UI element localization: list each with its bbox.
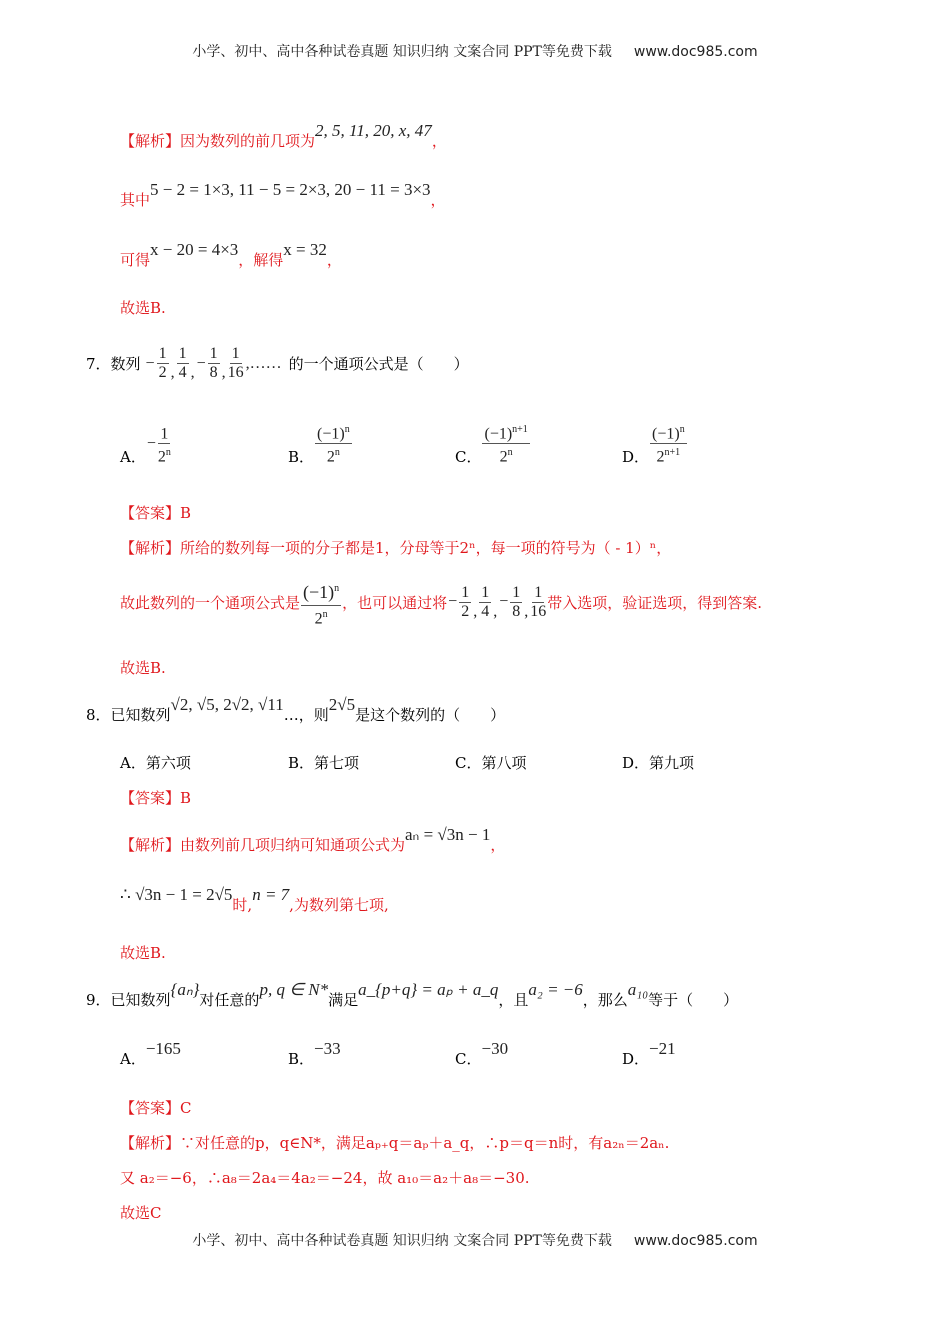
option-label: C． (455, 1050, 482, 1068)
q7-choose: 故选B. (120, 659, 166, 677)
option-text: 第九项 (649, 754, 695, 772)
denominator: 4 (178, 364, 187, 381)
q6-analysis-line1 (120, 120, 447, 151)
math: {aₙ} (170, 979, 200, 999)
option-text: 第八项 (481, 754, 527, 772)
text: ,为数列第七项, (289, 896, 389, 914)
minus-sign: − (448, 593, 458, 611)
text: ，且 (498, 991, 529, 1009)
math-sequence: √2, √5, 2√2, √11 (170, 694, 284, 714)
denominator: 2 (157, 448, 166, 466)
punct: ， (326, 251, 342, 269)
numerator: 1 (231, 345, 240, 362)
option-text: −165 (145, 1038, 181, 1058)
q9-choose: 故选C (120, 1204, 162, 1222)
page-footer (0, 1230, 950, 1250)
text: 其中 (120, 191, 151, 209)
fraction (459, 584, 471, 621)
option-text: 第七项 (314, 754, 360, 772)
math-sequence: 2, 5, 11, 20, x, 47 (315, 120, 432, 140)
option-label: B． (288, 448, 315, 466)
q7-sequence: − $\frac{1}{2}$ , $\frac{1}{4}$ , − $\frac{1}{8}$ , $\frac{1}{16}$ (145, 345, 244, 381)
punct: ， (430, 191, 446, 209)
fraction (482, 421, 529, 467)
q9-option-a[interactable] (120, 1038, 181, 1069)
question-number: 7．数列 (86, 355, 141, 373)
q8-analysis-line2 (120, 884, 389, 915)
q9-analysis-line2: 又 a₂＝−6，∴a₈＝2a₄＝4a₂＝−24，故 a₁₀＝a₂＋a₈＝−30. (120, 1169, 530, 1187)
denominator-exponent: n+1 (664, 447, 681, 458)
numerator: 1 (512, 583, 521, 601)
q9-option-c[interactable] (455, 1038, 509, 1069)
numerator: (−1) (652, 425, 680, 442)
option-text: −33 (314, 1038, 341, 1058)
q7-option-a[interactable] (120, 420, 172, 467)
fraction (158, 421, 171, 467)
minus-sign: − (196, 354, 206, 372)
punct: ， (431, 132, 447, 150)
denominator: 4 (481, 602, 490, 620)
numerator: (−1) (484, 425, 513, 442)
option-label: C． (455, 754, 482, 772)
numerator: 1 (160, 425, 169, 442)
text: ，那么 (582, 991, 628, 1009)
option-label: D． (622, 1050, 650, 1068)
punct: ， (490, 836, 506, 854)
q8-choose: 故选B. (120, 944, 166, 962)
fraction (177, 345, 189, 382)
math: a₂ = −6 (528, 979, 583, 999)
denominator: 8 (512, 602, 521, 620)
option-label: D． (622, 448, 650, 466)
q9-option-d[interactable] (622, 1038, 676, 1069)
q7-analysis-line2 (120, 576, 762, 628)
fraction (157, 345, 169, 382)
numerator: (−1) (317, 425, 345, 442)
numerator: 1 (481, 583, 490, 601)
q8-option-c[interactable] (455, 752, 527, 773)
option-label: B． (288, 754, 315, 772)
option-text: 第六项 (145, 754, 191, 772)
numerator: 1 (178, 345, 187, 362)
option-label: A． (120, 754, 146, 772)
question-number: 9．已知数列 (86, 991, 171, 1009)
text: ，也可以通过将 (342, 593, 448, 612)
denominator: 2 (499, 448, 508, 466)
question-tail: 的一个通项公式是（ ） (288, 355, 469, 373)
footer-text: 小学、初中、高中各种试卷真题 知识归纳 文案合同 PPT等免费下载 (192, 1233, 612, 1249)
q7-option-c[interactable] (455, 420, 531, 467)
text: …，则 (283, 706, 329, 724)
math: a_{p+q} = aₚ + a_q (358, 979, 499, 999)
option-label: B． (288, 1050, 315, 1068)
fraction (479, 584, 491, 621)
fraction (208, 345, 220, 382)
denominator-exponent: n (507, 447, 513, 458)
q6-analysis-line2 (120, 179, 446, 210)
option-label: A． (120, 448, 146, 466)
q6-analysis-line3 (120, 239, 342, 270)
math-solution: n = 7 (252, 884, 290, 904)
q9-stem (86, 979, 739, 1010)
q9-analysis-line1: 【解析】∵对任意的p，q∈N*，满足aₚ₊q＝aₚ＋a_q，∴p＝q＝n时，有a₂ₙ＝2aₙ. (120, 1134, 670, 1152)
math-equation: ∴ √3n − 1 = 2√5 (120, 884, 233, 904)
q9-answer: 【答案】C (120, 1099, 192, 1117)
header-url[interactable]: www.doc985.com (633, 44, 758, 60)
denominator-exponent: n (334, 447, 340, 458)
minus-sign: − (145, 354, 155, 372)
option-text: −30 (481, 1038, 509, 1058)
minus-sign: − (499, 593, 509, 611)
fraction (650, 421, 687, 467)
math: a₁₀ (627, 979, 649, 999)
header-text: 小学、初中、高中各种试卷真题 知识归纳 文案合同 PPT等免费下载 (192, 44, 612, 60)
denominator-exponent: n (165, 447, 171, 458)
denominator: 16 (530, 602, 547, 620)
numerator: 1 (209, 345, 218, 362)
denominator: 2 (326, 448, 335, 466)
numerator-exponent: n (344, 423, 350, 435)
math-solution: x = 32 (283, 239, 327, 259)
q8-answer: 【答案】B (120, 789, 192, 807)
q7-analysis-line1: 【解析】所给的数列每一项的分子都是1，分母等于2ⁿ，每一项的符号为（ - 1）ⁿ， (120, 539, 672, 557)
q6-choose: 故选B. (120, 299, 166, 317)
numerator: 1 (534, 583, 543, 601)
text: 满足 (328, 991, 359, 1009)
text: 故此数列的一个通项公式是 (120, 593, 301, 612)
fraction (530, 584, 546, 621)
denominator: 2 (158, 364, 167, 381)
denominator: 2 (656, 448, 665, 466)
denominator: 2 (461, 602, 470, 620)
fraction (315, 421, 352, 467)
question-number: 8．已知数列 (86, 706, 171, 724)
q8-option-d[interactable] (622, 752, 694, 773)
text: 【解析】由数列前几项归纳可知通项公式为 (120, 836, 406, 854)
option-label: D． (622, 754, 650, 772)
q7-sequence-copy: − $\frac{1}{2}$ , $\frac{1}{4}$ , − $\frac{1}{8}$ , $\frac{1}{16}$ (448, 583, 547, 620)
q8-analysis-line1 (120, 824, 506, 855)
page-header (0, 41, 950, 61)
fraction: $(-1)^n$ 2$^n$ (301, 576, 341, 628)
q9-option-b[interactable] (288, 1038, 341, 1069)
fraction (510, 584, 522, 621)
text: 等于（ ） (648, 991, 739, 1009)
math-formula: aₙ = √3n − 1 (405, 824, 491, 844)
numerator: 1 (158, 345, 167, 362)
q7-stem (86, 345, 469, 382)
text: 时, (232, 896, 253, 914)
numerator-exponent: n+1 (512, 423, 528, 435)
denominator: 8 (209, 364, 218, 381)
q8-option-a[interactable] (120, 752, 191, 773)
analysis-label: 【解析】因为数列的前几项为 (120, 132, 316, 150)
option-text: −21 (649, 1038, 676, 1058)
footer-url[interactable]: www.doc985.com (633, 1233, 758, 1249)
numerator-exponent: n (679, 423, 685, 435)
text: 可得 (120, 251, 151, 269)
seq-tail: ,…… (245, 354, 282, 372)
q8-option-b[interactable] (288, 752, 359, 773)
text: 对任意的 (199, 991, 260, 1009)
numerator: 1 (461, 583, 470, 601)
q7-option-b[interactable] (288, 420, 353, 467)
text: 带入选项，验证选项，得到答案. (547, 593, 763, 612)
q8-stem (86, 694, 506, 725)
q7-option-d[interactable] (622, 420, 688, 467)
text: ，解得 (238, 251, 284, 269)
denominator: 16 (227, 364, 244, 381)
fraction (228, 345, 244, 382)
q7-answer: 【答案】B (120, 504, 192, 522)
math: p, q ∈ N* (259, 979, 329, 999)
math-equation: x − 20 = 4×3 (150, 239, 239, 259)
math-differences: 5 − 2 = 1×3, 11 − 5 = 2×3, 20 − 11 = 3×3 (150, 179, 431, 199)
math-target: 2√5 (328, 694, 356, 714)
text: 是这个数列的（ ） (355, 706, 506, 724)
minus-sign: − (146, 434, 156, 452)
option-label: A． (120, 1050, 146, 1068)
option-label: C． (455, 448, 482, 466)
